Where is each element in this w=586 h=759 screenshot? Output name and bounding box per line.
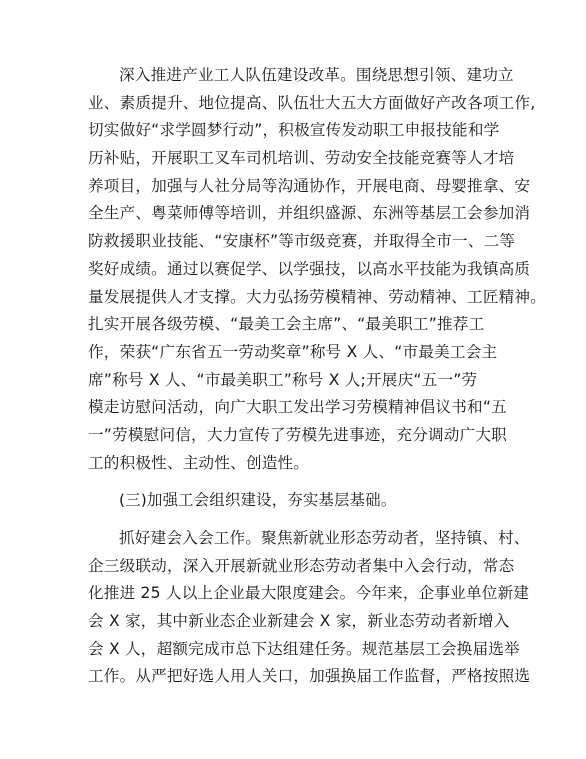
text-line: 一”劳模慰问信，大力宣传了劳模先进事迹，充分调动广大职 — [88, 425, 507, 444]
text-line: 全生产、粤菜师傅等培训，并组织盛源、东洲等基层工会参加消 — [88, 204, 531, 223]
section-heading: (三)加强工会组织建设，夯实基层基础。 — [119, 491, 397, 510]
text-line: 会 X 人，超额完成市总下达组建任务。规范基层工会换届选举 — [88, 639, 520, 658]
text-line: 工的积极性、主动性、创造性。 — [88, 453, 310, 472]
document-body — [88, 62, 547, 691]
text-line: 切实做好“求学圆梦行动”，积极宣传发动职工申报技能和学 — [88, 121, 500, 140]
text-line: 化推进 25 人以上企业最大限度建会。今年来，企事业单位新建 — [88, 584, 530, 603]
text-line: 量发展提供人才支撑。大力弘扬劳模精神、劳动精神、工匠精神。 — [88, 287, 547, 306]
text-line: 企三级联动，深入开展新就业形态劳动者集中入会行动，常态 — [88, 556, 515, 575]
text-line: 奖好成绩。通过以赛促学、以学强技，以高水平技能为我镇高质 — [88, 259, 531, 278]
paragraph-union-building — [88, 525, 531, 691]
text-line: 作，荣获“广东省五一劳动奖章”称号 X 人、“市最美工会主 — [88, 342, 498, 361]
paragraph-spacer — [88, 515, 508, 525]
text-line: 历补贴，开展职工叉车司机培训、劳动安全技能竞赛等人才培 — [88, 149, 515, 168]
text-line: 扎实开展各级劳模、“最美工会主席”、“最美职工”推荐工 — [88, 315, 485, 334]
text-line: 深入推进产业工人队伍建设改革。围绕思想引领、建功立 — [119, 66, 514, 84]
text-line: 养项目，加强与人社分局等沟通协作，开展电商、母婴推拿、安 — [88, 176, 531, 195]
text-line: 模走访慰问活动，向广大职工发出学习劳模精神倡议书和“五 — [88, 398, 507, 417]
paragraph-labor-reform — [88, 62, 547, 477]
text-line: 工作。从严把好选人用人关口，加强换届工作监督，严格按照选 — [88, 667, 531, 686]
text-line: 会 X 家，其中新业态企业新建会 X 家，新业态劳动者新增入 — [88, 612, 510, 631]
text-line: 防救援职业技能、“安康杯”等市级竞赛，并取得全市一、二等 — [88, 232, 516, 251]
text-line: 抓好建会入会工作。聚焦新就业形态劳动者，坚持镇、村、 — [119, 529, 530, 547]
text-line: 业、素质提升、地位提高、队伍壮大五大方面做好产改各项工作, — [88, 93, 536, 112]
paragraph-spacer — [88, 477, 508, 487]
text-line: 席”称号 X 人、“市最美职工”称号 X 人;开展庆“五一”劳 — [88, 370, 478, 389]
